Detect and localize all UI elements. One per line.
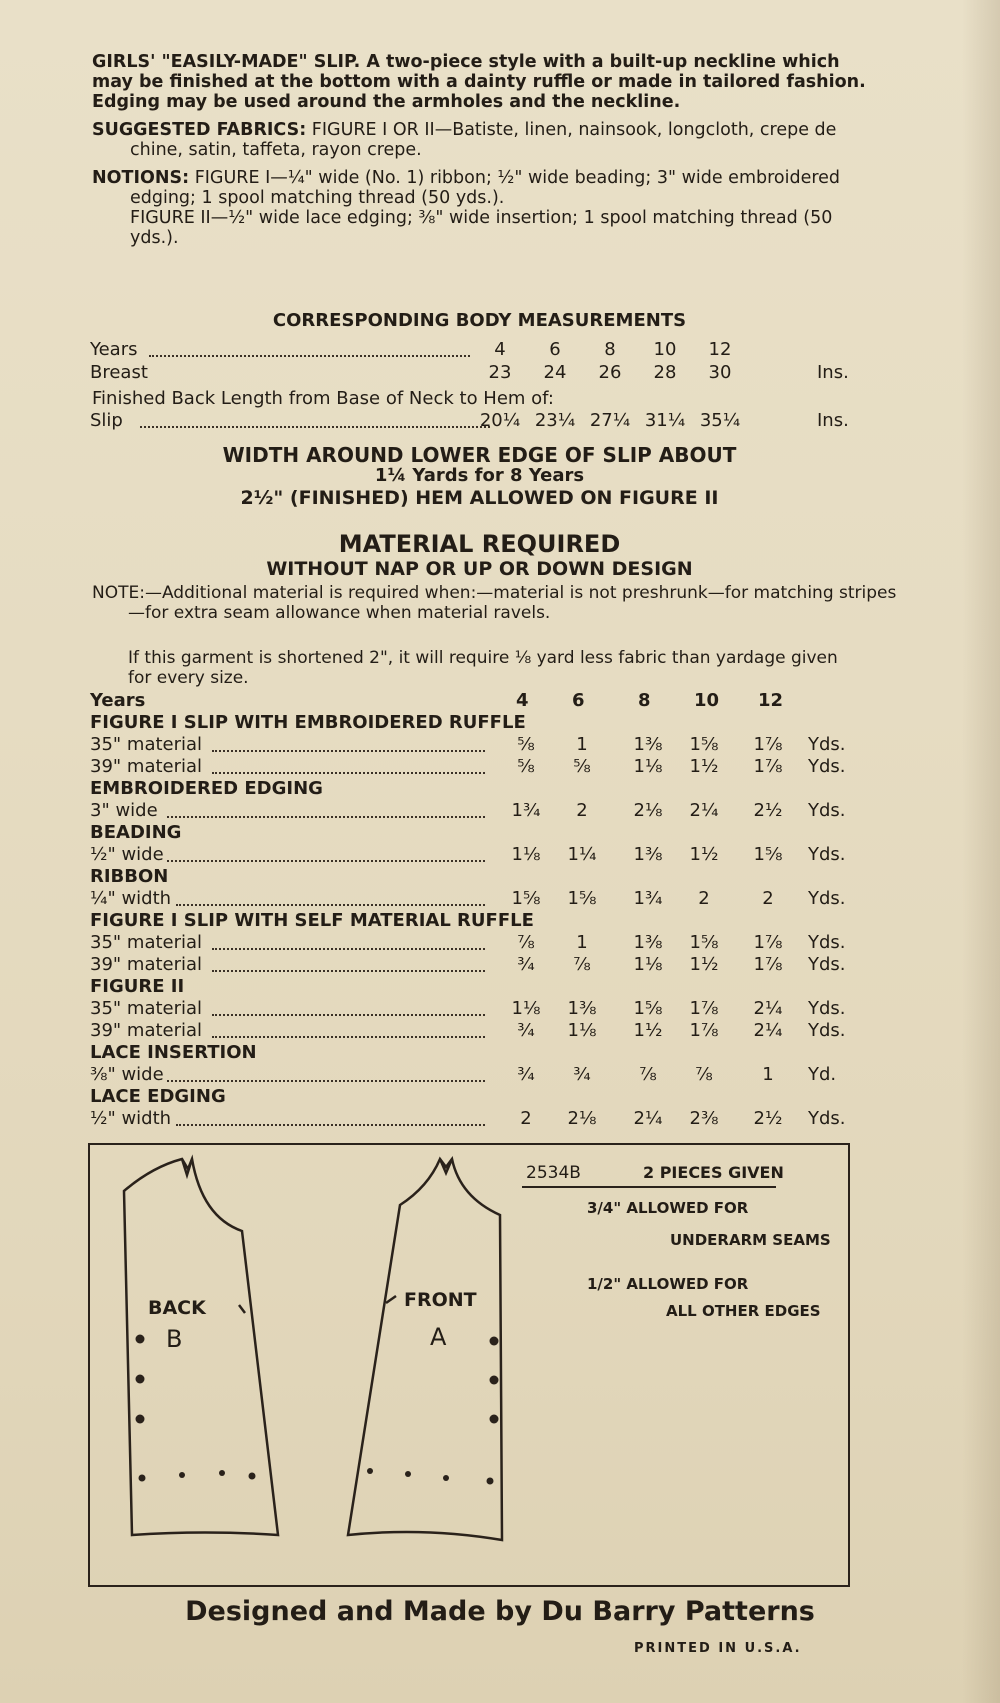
row-value: 1⅝ bbox=[511, 888, 541, 909]
table-row bbox=[90, 1108, 860, 1130]
row-value: 1⅞ bbox=[753, 756, 783, 777]
row-value: ¾ bbox=[573, 1064, 591, 1085]
fabrics-paragraph bbox=[92, 120, 867, 160]
leader-dots bbox=[212, 932, 485, 950]
row-label: 35" material bbox=[90, 734, 203, 755]
intro-description bbox=[92, 52, 867, 112]
material-size-header: 4 bbox=[516, 690, 529, 711]
row-unit: Yds. bbox=[808, 954, 846, 975]
allowance-2-line2: ALL OTHER EDGES bbox=[666, 1302, 821, 1320]
row-value: 8 bbox=[604, 339, 616, 360]
back-dot bbox=[179, 1472, 185, 1478]
table-row bbox=[90, 756, 860, 778]
table-row bbox=[90, 734, 860, 756]
row-value: 2 bbox=[762, 888, 774, 909]
row-value: 1 bbox=[762, 1064, 774, 1085]
row-value: 1⅞ bbox=[753, 932, 783, 953]
width-note-line3: 2½" (FINISHED) HEM ALLOWED ON FIGURE II bbox=[240, 487, 719, 509]
row-value: 1⅝ bbox=[689, 932, 719, 953]
leader-dots bbox=[167, 844, 485, 862]
table-row bbox=[90, 844, 860, 866]
row-value: 2¼ bbox=[633, 1108, 663, 1129]
table-row bbox=[90, 998, 860, 1020]
material-section-title: BEADING bbox=[90, 822, 182, 843]
row-value: 1⅛ bbox=[633, 756, 663, 777]
row-unit: Yds. bbox=[808, 844, 846, 865]
fabrics-label: SUGGESTED FABRICS: bbox=[92, 120, 307, 140]
material-note-2: If this garment is shortened 2", it will require ⅛ yard less fabric than yardage given for every size. bbox=[128, 648, 838, 688]
material-section-title: EMBROIDERED EDGING bbox=[90, 778, 323, 799]
row-value: 1⅛ bbox=[567, 1020, 597, 1041]
back-dot bbox=[136, 1375, 145, 1384]
row-value: 2 bbox=[520, 1108, 532, 1129]
leader-dots bbox=[212, 954, 485, 972]
row-value: 2½ bbox=[753, 1108, 783, 1129]
row-value: 2⅛ bbox=[567, 1108, 597, 1129]
row-value: 10 bbox=[653, 339, 677, 360]
row-unit: Yds. bbox=[808, 1108, 846, 1129]
row-value: 31¼ bbox=[644, 410, 686, 431]
row-value: 35¼ bbox=[699, 410, 741, 431]
row-value: 1⅛ bbox=[633, 954, 663, 975]
material-section-title: RIBBON bbox=[90, 866, 169, 887]
fabrics-text: FIGURE I OR II—Batiste, linen, nainsook, longcloth, crepe de chine, satin, taffeta, rayon crepe. bbox=[130, 120, 837, 160]
back-label: BACK bbox=[148, 1297, 206, 1319]
pattern-pieces-diagram bbox=[88, 1143, 850, 1587]
leader-dots bbox=[167, 800, 485, 818]
row-value: 12 bbox=[708, 339, 732, 360]
material-section-title: FIGURE II bbox=[90, 976, 185, 997]
back-piece bbox=[124, 1159, 278, 1535]
leader-dots bbox=[140, 410, 490, 428]
front-dot bbox=[405, 1471, 411, 1477]
row-value: ⅝ bbox=[517, 734, 535, 755]
material-size-header: 12 bbox=[758, 690, 784, 711]
row-value: ⅝ bbox=[517, 756, 535, 777]
designer-credit: Designed and Made by Du Barry Patterns bbox=[185, 1596, 815, 1627]
back-notch-side bbox=[239, 1305, 245, 1313]
back-perforations bbox=[136, 1335, 256, 1482]
back-piece-outline bbox=[124, 1159, 278, 1535]
row-unit: Yds. bbox=[808, 932, 846, 953]
material-years-label: Years bbox=[90, 690, 146, 711]
allowance-1-line1: 3/4" ALLOWED FOR bbox=[587, 1199, 749, 1217]
leader-dots bbox=[212, 1020, 485, 1038]
table-row bbox=[90, 362, 860, 384]
row-value: ¾ bbox=[517, 954, 535, 975]
pattern-number: 2534B bbox=[526, 1163, 581, 1183]
row-label: Slip bbox=[90, 410, 123, 431]
material-size-header: 6 bbox=[572, 690, 585, 711]
row-value: 1⅛ bbox=[511, 844, 541, 865]
leader-dots bbox=[167, 1064, 485, 1082]
row-label: 39" material bbox=[90, 1020, 203, 1041]
row-label: 35" material bbox=[90, 932, 203, 953]
row-value: ⅞ bbox=[573, 954, 591, 975]
table-row bbox=[90, 800, 860, 822]
row-value: 1½ bbox=[633, 1020, 663, 1041]
row-value: 1⅛ bbox=[511, 998, 541, 1019]
notions-text-2: FIGURE II—½" wide lace edging; ⅜" wide insertion; 1 spool matching thread (50 yds.). bbox=[130, 208, 833, 248]
row-value: 1⅜ bbox=[633, 734, 663, 755]
row-unit: Ins. bbox=[817, 362, 849, 383]
row-unit: Yds. bbox=[808, 1020, 846, 1041]
row-value: 1½ bbox=[689, 756, 719, 777]
pattern-title: GIRLS' "EASILY-MADE" SLIP. bbox=[92, 52, 361, 72]
row-value: 1⅝ bbox=[689, 734, 719, 755]
row-label: ½" wide bbox=[90, 844, 164, 865]
row-value: 1¾ bbox=[633, 888, 663, 909]
front-dot bbox=[490, 1376, 499, 1385]
row-value: ⅞ bbox=[639, 1064, 657, 1085]
row-value: 26 bbox=[598, 362, 622, 383]
material-subheading: WITHOUT NAP OR UP OR DOWN DESIGN bbox=[266, 558, 693, 580]
back-dot bbox=[249, 1473, 256, 1480]
row-label: 39" material bbox=[90, 954, 203, 975]
material-section-title: FIGURE I SLIP WITH SELF MATERIAL RUFFLE bbox=[90, 910, 534, 931]
front-piece bbox=[348, 1159, 502, 1540]
row-value: 2¼ bbox=[689, 800, 719, 821]
row-value: ⅝ bbox=[573, 756, 591, 777]
width-note-line1: WIDTH AROUND LOWER EDGE OF SLIP ABOUT bbox=[222, 443, 737, 467]
material-section-title: LACE INSERTION bbox=[90, 1042, 257, 1063]
intro-block bbox=[92, 52, 867, 256]
table-row bbox=[90, 954, 860, 976]
paper-edge bbox=[962, 0, 1000, 1703]
row-value: ¾ bbox=[517, 1064, 535, 1085]
row-value: 1⅜ bbox=[567, 998, 597, 1019]
row-value: 1 bbox=[576, 932, 588, 953]
front-dot bbox=[443, 1475, 449, 1481]
material-heading: MATERIAL REQUIRED bbox=[338, 530, 621, 558]
material-size-header: 10 bbox=[694, 690, 720, 711]
notions-paragraph bbox=[92, 168, 867, 208]
row-label: ⅜" wide bbox=[90, 1064, 164, 1085]
row-value: 4 bbox=[494, 339, 506, 360]
front-dot bbox=[487, 1478, 494, 1485]
row-value: 24 bbox=[543, 362, 567, 383]
row-value: ⅞ bbox=[517, 932, 535, 953]
row-value: 27¼ bbox=[589, 410, 631, 431]
material-note-1: NOTE:—Additional material is required when:—material is not preshrunk—for matching stripes—for extra seam allowance when material ravels. bbox=[92, 583, 897, 623]
row-value: 1¼ bbox=[567, 844, 597, 865]
row-value: 1 bbox=[576, 734, 588, 755]
back-dot bbox=[139, 1475, 146, 1482]
table-row bbox=[90, 1020, 860, 1042]
front-label: FRONT bbox=[404, 1289, 477, 1311]
row-value: 20¼ bbox=[479, 410, 521, 431]
row-value: 2 bbox=[576, 800, 588, 821]
row-label: Breast bbox=[90, 362, 148, 383]
row-value: 23 bbox=[488, 362, 512, 383]
leader-dots bbox=[212, 734, 485, 752]
row-value: ⅞ bbox=[695, 1064, 713, 1085]
front-dot bbox=[490, 1415, 499, 1424]
row-value: 1⅜ bbox=[633, 844, 663, 865]
row-value: 23¼ bbox=[534, 410, 576, 431]
row-value: 1⅝ bbox=[567, 888, 597, 909]
row-value: 2¼ bbox=[753, 998, 783, 1019]
row-value: 1½ bbox=[689, 954, 719, 975]
back-letter: B bbox=[166, 1325, 183, 1353]
leader-dots bbox=[176, 1108, 485, 1126]
row-value: 6 bbox=[549, 339, 561, 360]
row-value: 2 bbox=[698, 888, 710, 909]
row-label: 39" material bbox=[90, 756, 203, 777]
row-value: 28 bbox=[653, 362, 677, 383]
front-dot bbox=[490, 1337, 499, 1346]
back-dot bbox=[219, 1470, 225, 1476]
row-value: 1⅞ bbox=[689, 1020, 719, 1041]
row-value: 1⅝ bbox=[753, 844, 783, 865]
back-dot bbox=[136, 1335, 145, 1344]
row-value: 2¼ bbox=[753, 1020, 783, 1041]
row-label: Years bbox=[90, 339, 138, 360]
front-dot bbox=[367, 1468, 373, 1474]
leader-dots bbox=[176, 888, 485, 906]
material-size-header: 8 bbox=[638, 690, 651, 711]
row-value: 1⅝ bbox=[633, 998, 663, 1019]
row-label: 3" wide bbox=[90, 800, 158, 821]
table-row bbox=[90, 339, 860, 361]
row-unit: Ins. bbox=[817, 410, 849, 431]
leader-dots bbox=[212, 998, 485, 1016]
table-row bbox=[90, 1064, 860, 1086]
leader-dots bbox=[149, 339, 470, 357]
row-label: ¼" width bbox=[90, 888, 172, 909]
row-value: ¾ bbox=[517, 1020, 535, 1041]
row-unit: Yds. bbox=[808, 888, 846, 909]
front-piece-outline bbox=[348, 1159, 502, 1540]
row-unit: Yds. bbox=[808, 756, 846, 777]
front-perforations bbox=[367, 1337, 499, 1485]
row-value: 1½ bbox=[689, 844, 719, 865]
notions-text-1: FIGURE I—¼" wide (No. 1) ribbon; ½" wide beading; 3" wide embroidered edging; 1 spool matching thread (50 yds.). bbox=[130, 168, 841, 208]
table-row bbox=[90, 932, 860, 954]
notions-label: NOTIONS: bbox=[92, 168, 190, 188]
row-value: 30 bbox=[708, 362, 732, 383]
allowance-2-line1: 1/2" ALLOWED FOR bbox=[587, 1275, 749, 1293]
row-value: 1⅜ bbox=[633, 932, 663, 953]
row-unit: Yds. bbox=[808, 734, 846, 755]
row-value: 1⅞ bbox=[753, 954, 783, 975]
material-section-title: LACE EDGING bbox=[90, 1086, 226, 1107]
front-notch-side bbox=[386, 1296, 396, 1303]
back-dot bbox=[136, 1415, 145, 1424]
table-row bbox=[90, 410, 860, 432]
printed-in-usa: PRINTED IN U.S.A. bbox=[634, 1641, 802, 1656]
table-row bbox=[90, 888, 860, 910]
row-value: 1⅞ bbox=[689, 998, 719, 1019]
allowance-1-line2: UNDERARM SEAMS bbox=[670, 1231, 831, 1249]
row-label: 35" material bbox=[90, 998, 203, 1019]
front-letter: A bbox=[430, 1323, 447, 1351]
row-value: 2⅜ bbox=[689, 1108, 719, 1129]
leader-dots bbox=[212, 756, 485, 774]
row-value: 1⅞ bbox=[753, 734, 783, 755]
row-value: 2½ bbox=[753, 800, 783, 821]
body-measurements-heading: CORRESPONDING BODY MEASUREMENTS bbox=[272, 310, 687, 331]
row-label: ½" width bbox=[90, 1108, 172, 1129]
row-unit: Yds. bbox=[808, 800, 846, 821]
row-value: 1¾ bbox=[511, 800, 541, 821]
row-value: 2⅛ bbox=[633, 800, 663, 821]
width-note-line2: 1¼ Yards for 8 Years bbox=[374, 465, 585, 486]
row-unit: Yds. bbox=[808, 998, 846, 1019]
row-unit: Yd. bbox=[808, 1064, 837, 1085]
length-note: Finished Back Length from Base of Neck to Hem of: bbox=[92, 388, 554, 409]
material-section-title: FIGURE I SLIP WITH EMBROIDERED RUFFLE bbox=[90, 712, 526, 733]
pattern-description: A two-piece style with a built-up neckline which may be finished at the bottom with a dainty ruffle or made in tailored fashion. Edging may be used around the armholes and the neckline. bbox=[92, 52, 866, 112]
pieces-given: 2 PIECES GIVEN bbox=[643, 1163, 784, 1182]
